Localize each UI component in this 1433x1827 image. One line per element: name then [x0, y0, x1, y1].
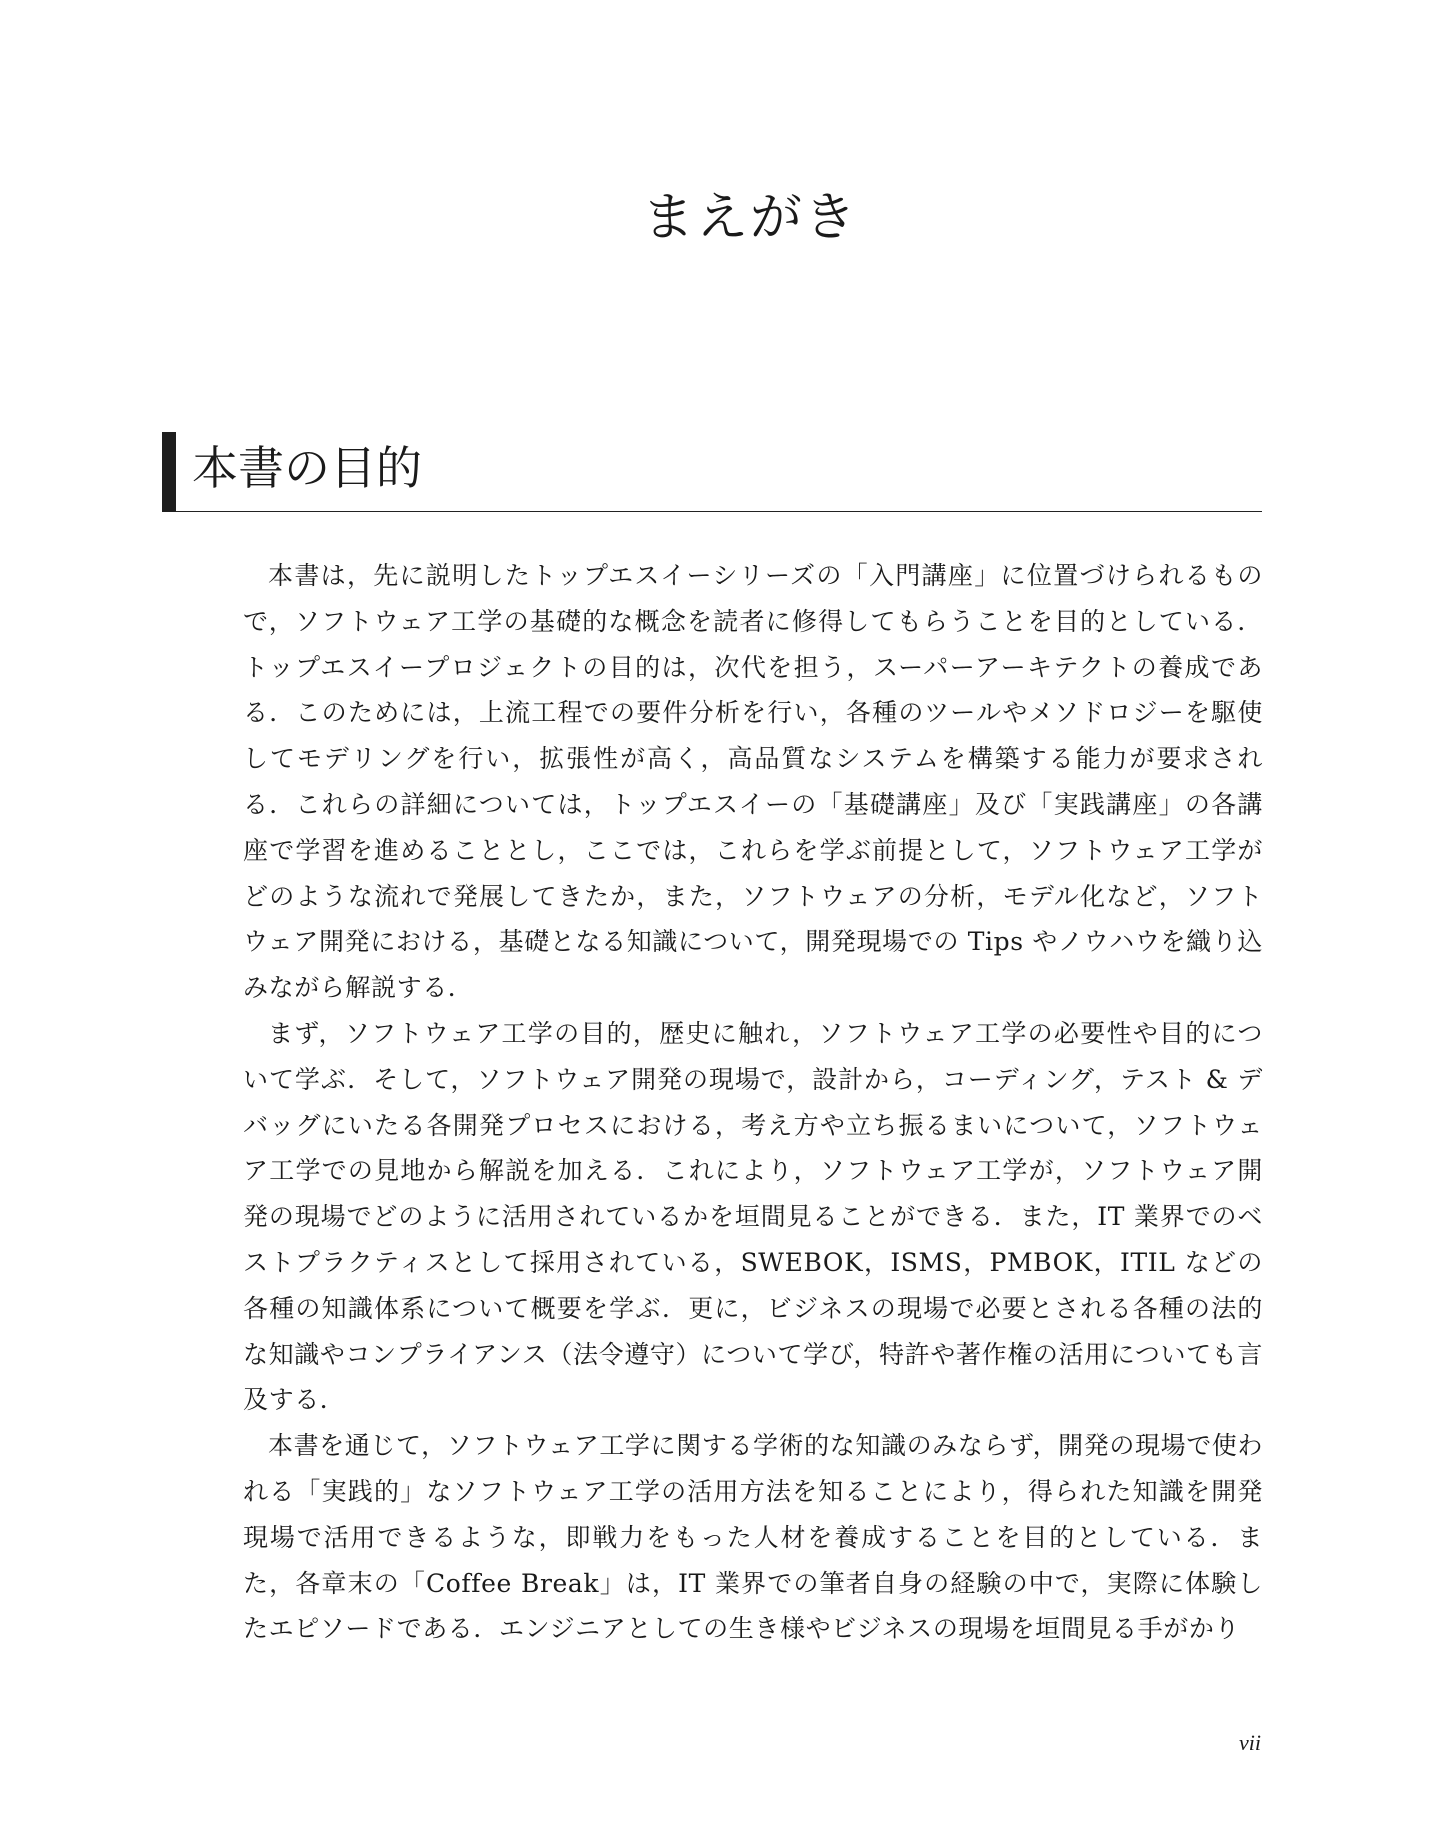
paragraph-2: まず，ソフトウェア工学の目的，歴史に触れ，ソフトウェア工学の必要性や目的について学ぶ．そして，ソフトウェア開発の現場で，設計から，コーディング，テスト & デバッグにいたる各開発プロセスにおける，考え方や立ち振るまいについて，ソフトウェア工学での見地から解説を加える．これにより，ソフトウェア工学が，ソフトウェア開発の現場でどのように活用されているかを垣間見ることができる．また，IT 業界でのベストプラクティスとして採用されている，SWEBOK，ISMS，PMBOK，ITIL などの各種の知識体系について概要を学ぶ．更に，ビジネスの現場で必要とされる各種の法的な知識やコンプライアンス（法令遵守）について学び，特許や著作権の活用についても言及する．	[243, 1018, 1263, 1415]
paragraph-3: 本書を通じて，ソフトウェア工学に関する学術的な知識のみならず，開発の現場で使われる「実践的」なソフトウェア工学の活用方法を知ることにより，得られた知識を開発現場で活用できるような，即戦力をもった人材を養成することを目的としている．また，各章末の「Coffee Break」は，IT 業界での筆者自身の経験の中で，実際に体験したエピソードである．エンジニアとしての生き様やビジネスの現場を垣間見る手がかり	[243, 1431, 1263, 1644]
section-heading	[162, 432, 1262, 512]
paragraph-1: 本書は，先に説明したトップエスイーシリーズの「入門講座」に位置づけられるもので，ソフトウェア工学の基礎的な概念を読者に修得してもらうことを目的としている．トップエスイープロジェクトの目的は，次代を担う，スーパーアーキテクトの養成である．このためには，上流工程での要件分析を行い，各種のツールやメソドロジーを駆使してモデリングを行い，拡張性が高く，高品質なシステムを構築する能力が要求される．これらの詳細については，トップエスイーの「基礎講座」及び「実践講座」の各講座で学習を進めることとし，ここでは，これらを学ぶ前提として，ソフトウェア工学がどのような流れで発展してきたか，また，ソフトウェアの分析，モデル化など，ソフトウェア開発における，基礎となる知識について，開発現場での Tips やノウハウを織り込みながら解説する．	[243, 561, 1263, 1003]
body-text	[243, 553, 1263, 1652]
section-heading-bar	[162, 432, 176, 512]
chapter-title: まえがき	[641, 188, 858, 248]
section-title: 本書の目的	[192, 441, 422, 495]
page-number: vii	[1239, 1730, 1261, 1755]
